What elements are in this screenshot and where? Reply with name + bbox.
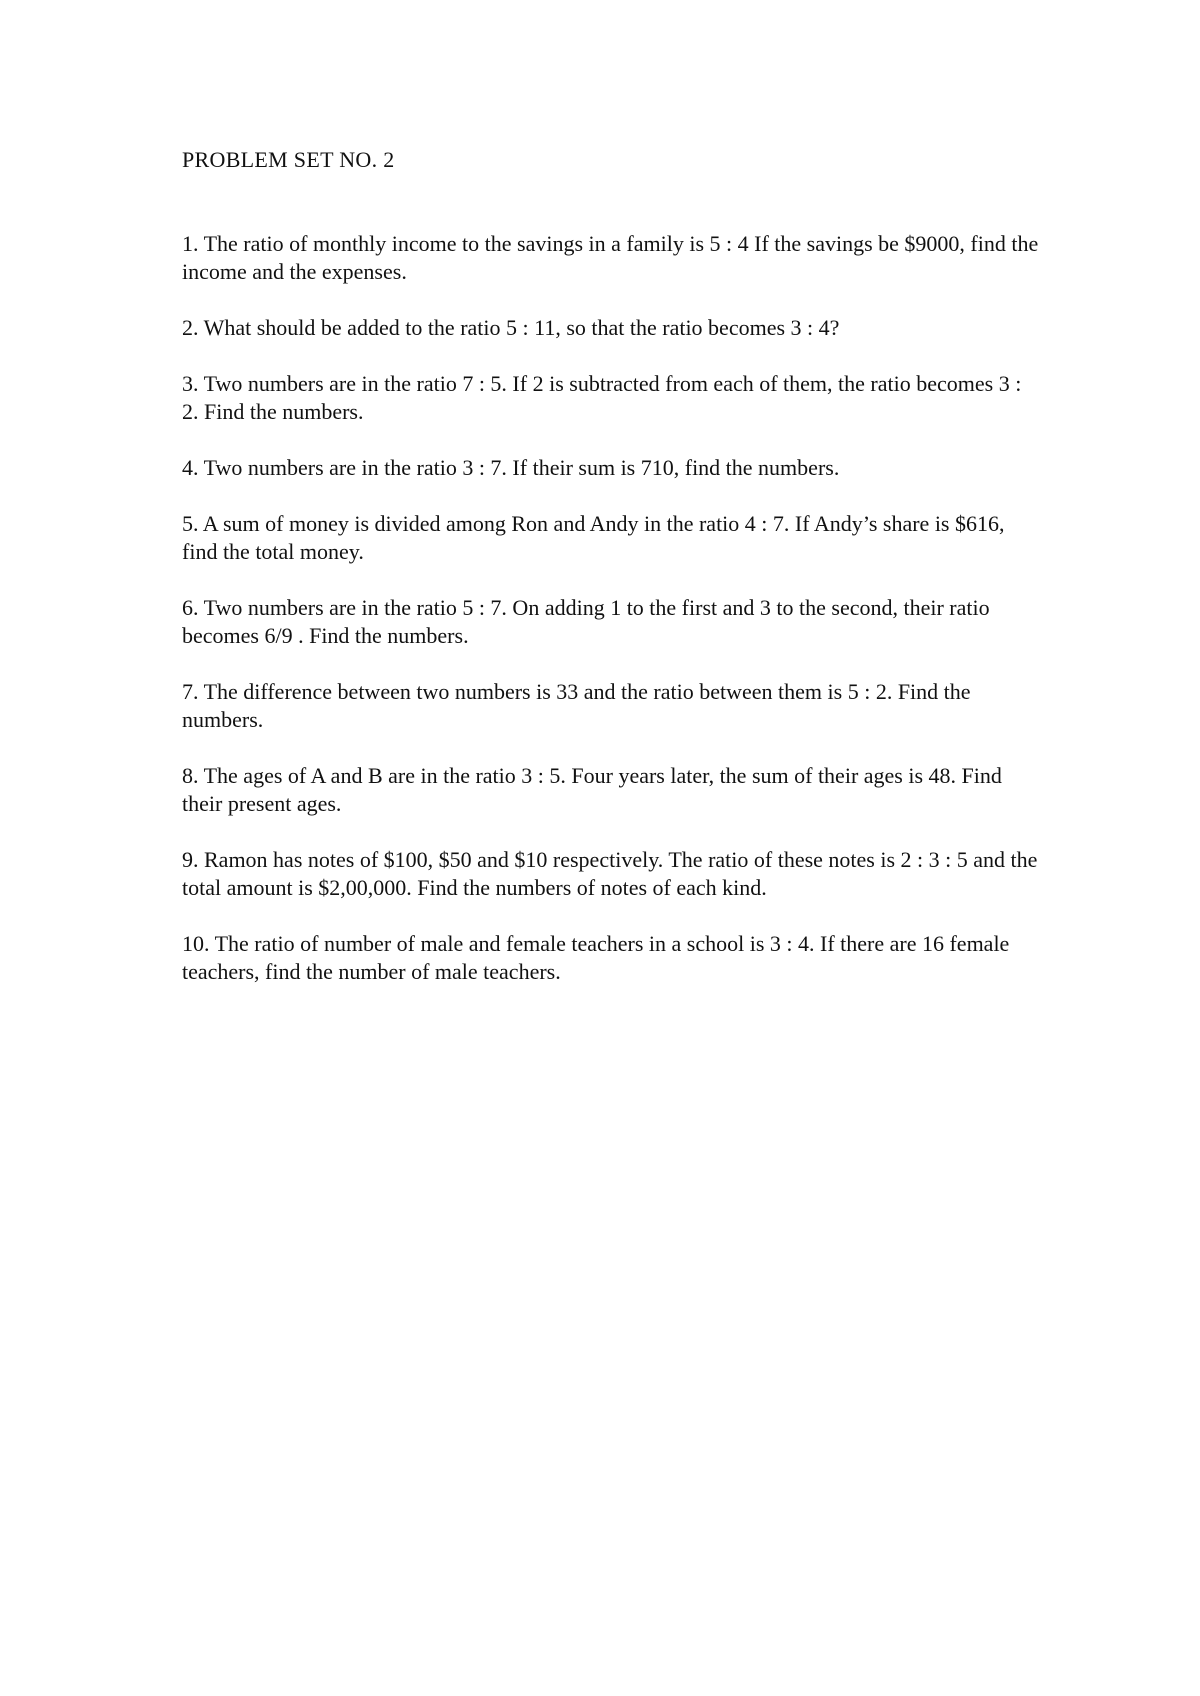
problem-item: 2. What should be added to the ratio 5 : 11, so that the ratio becomes 3 : 4? <box>182 315 840 340</box>
problem-item: 9. Ramon has notes of $100, $50 and $10 respectively. The ratio of these notes is 2 : 3 : 5 and the total amount is $2,00,000. Find the numbers of notes of each kind. <box>182 847 1038 900</box>
problem-item: 7. The difference between two numbers is 33 and the ratio between them is 5 : 2. Find the numbers. <box>182 679 971 732</box>
problem-item: 6. Two numbers are in the ratio 5 : 7. On adding 1 to the first and 3 to the second, their ratio becomes 6/9 . Find the numbers. <box>182 595 990 648</box>
page-title: PROBLEM SET NO. 2 <box>182 147 395 172</box>
problem-item: 5. A sum of money is divided among Ron and Andy in the ratio 4 : 7. If Andy’s share is $616, find the total money. <box>182 511 1005 564</box>
problem-item: 1. The ratio of monthly income to the savings in a family is 5 : 4 If the savings be $9000, find the income and the expenses. <box>182 231 1039 284</box>
problem-item: 3. Two numbers are in the ratio 7 : 5. If 2 is subtracted from each of them, the ratio becomes 3 : 2. Find the numbers. <box>182 371 1022 424</box>
problem-item: 10. The ratio of number of male and female teachers in a school is 3 : 4. If there are 16 female teachers, find the number of male teachers. <box>182 931 1010 984</box>
problem-item: 8. The ages of A and B are in the ratio 3 : 5. Four years later, the sum of their ages is 48. Find their present ages. <box>182 763 1002 816</box>
problem-item: 4. Two numbers are in the ratio 3 : 7. If their sum is 710, find the numbers. <box>182 455 840 480</box>
problem-list <box>182 230 1042 1014</box>
